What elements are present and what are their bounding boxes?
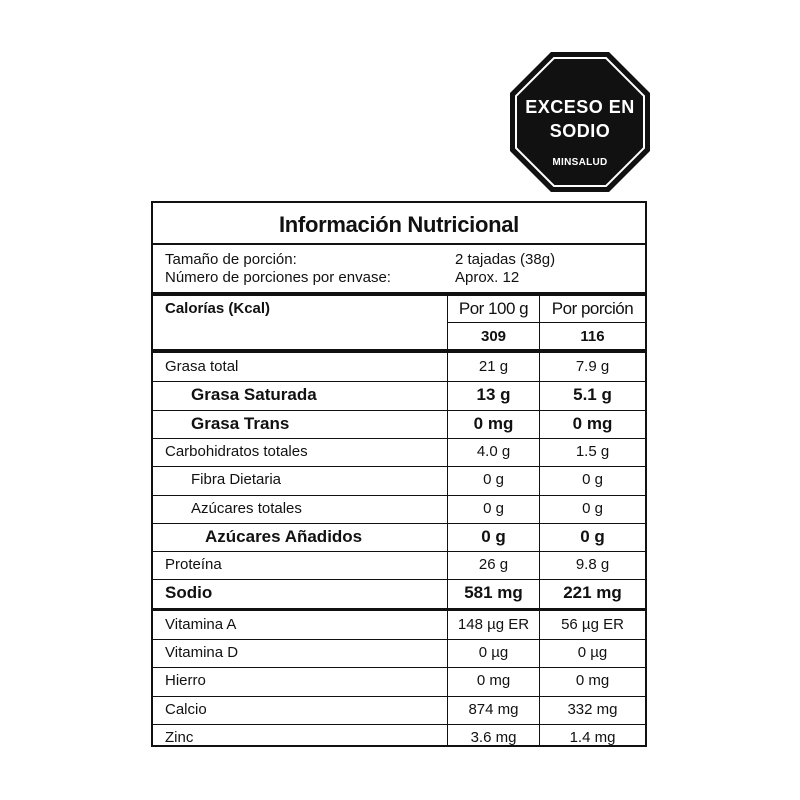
nutrient-per-100g: 21 g: [478, 358, 509, 375]
nutrient-name: Azúcares Añadidos: [205, 526, 363, 546]
per-portion-header: Por porción: [551, 299, 634, 318]
micronutrient-name: Vitamina D: [165, 644, 239, 661]
micronutrient-per-portion: 1.4 mg: [569, 728, 616, 746]
micronutrient-name: Zinc: [165, 728, 194, 746]
warning-line-1: EXCESO EN: [525, 97, 635, 117]
nutrient-per-100g: 0 mg: [473, 413, 514, 433]
micronutrient-name: Hierro: [165, 672, 206, 690]
nutrient-per-portion: 221 mg: [563, 583, 622, 603]
micronutrient-per-100g: 3.6 mg: [470, 728, 517, 746]
nutrient-per-100g: 4.0 g: [476, 442, 511, 460]
nutrient-per-portion: 0 g: [580, 526, 605, 546]
calories-per-portion: 116: [580, 328, 605, 345]
nutrient-name: Fibra Dietaria: [191, 471, 282, 489]
nutrient-name: Grasa Trans: [191, 413, 290, 433]
micronutrient-per-100g: 0 µg: [478, 644, 509, 661]
nutrient-name: Sodio: [165, 583, 213, 603]
nutrient-per-portion: 7.9 g: [575, 358, 610, 375]
nutrient-per-100g: 13 g: [476, 385, 511, 405]
warning-authority: MINSALUD: [552, 157, 608, 168]
nutrient-per-100g: 0 g: [481, 526, 506, 546]
calories-per-100g: 309: [480, 328, 507, 345]
servings-count-label: Número de porciones por envase:: [165, 269, 391, 286]
micronutrient-name: Vitamina A: [165, 615, 237, 633]
warning-line-2: SODIO: [549, 121, 611, 141]
nutrient-per-100g: 581 mg: [464, 583, 523, 603]
nutrient-per-portion: 0 g: [582, 499, 603, 517]
nutrient-per-portion: 5.1 g: [573, 385, 612, 405]
micronutrient-per-portion: 56 µg ER: [561, 615, 624, 633]
micronutrient-per-portion: 0 µg: [577, 644, 608, 661]
micronutrient-per-100g: 0 mg: [476, 672, 511, 690]
nutrient-name: Grasa total: [165, 358, 239, 375]
micronutrient-per-portion: 332 mg: [567, 700, 618, 718]
per-100g-header: Por 100 g: [458, 299, 529, 318]
excess-sodium-warning-seal: [510, 52, 650, 192]
nutrient-name: Proteína: [165, 556, 222, 574]
micronutrient-per-100g: 874 mg: [468, 700, 519, 718]
micronutrient-per-100g: 148 µg ER: [457, 615, 530, 633]
micronutrient-per-portion: 0 mg: [575, 672, 610, 690]
serving-size-value: 2 tajadas (38g): [455, 251, 556, 268]
nutrient-per-portion: 0 g: [582, 471, 603, 489]
calories-label: Calorías (Kcal): [165, 300, 271, 317]
nutrient-per-portion: 1.5 g: [575, 442, 610, 460]
nutrient-name: Carbohidratos totales: [165, 442, 308, 460]
micronutrient-name: Calcio: [165, 700, 207, 718]
nutrition-facts-table: [151, 201, 647, 747]
serving-size-label: Tamaño de porción:: [165, 251, 297, 268]
nutrient-per-100g: 26 g: [478, 556, 509, 574]
nutrient-per-portion: 9.8 g: [575, 556, 610, 574]
nutrient-per-100g: 0 g: [483, 471, 504, 489]
servings-count-value: Aprox. 12: [455, 269, 520, 286]
nutrient-per-portion: 0 mg: [572, 413, 613, 433]
table-title: Información Nutricional: [278, 212, 519, 237]
nutrient-name: Grasa Saturada: [191, 385, 317, 405]
nutrient-name: Azúcares totales: [191, 499, 302, 517]
nutrient-per-100g: 0 g: [483, 499, 504, 517]
